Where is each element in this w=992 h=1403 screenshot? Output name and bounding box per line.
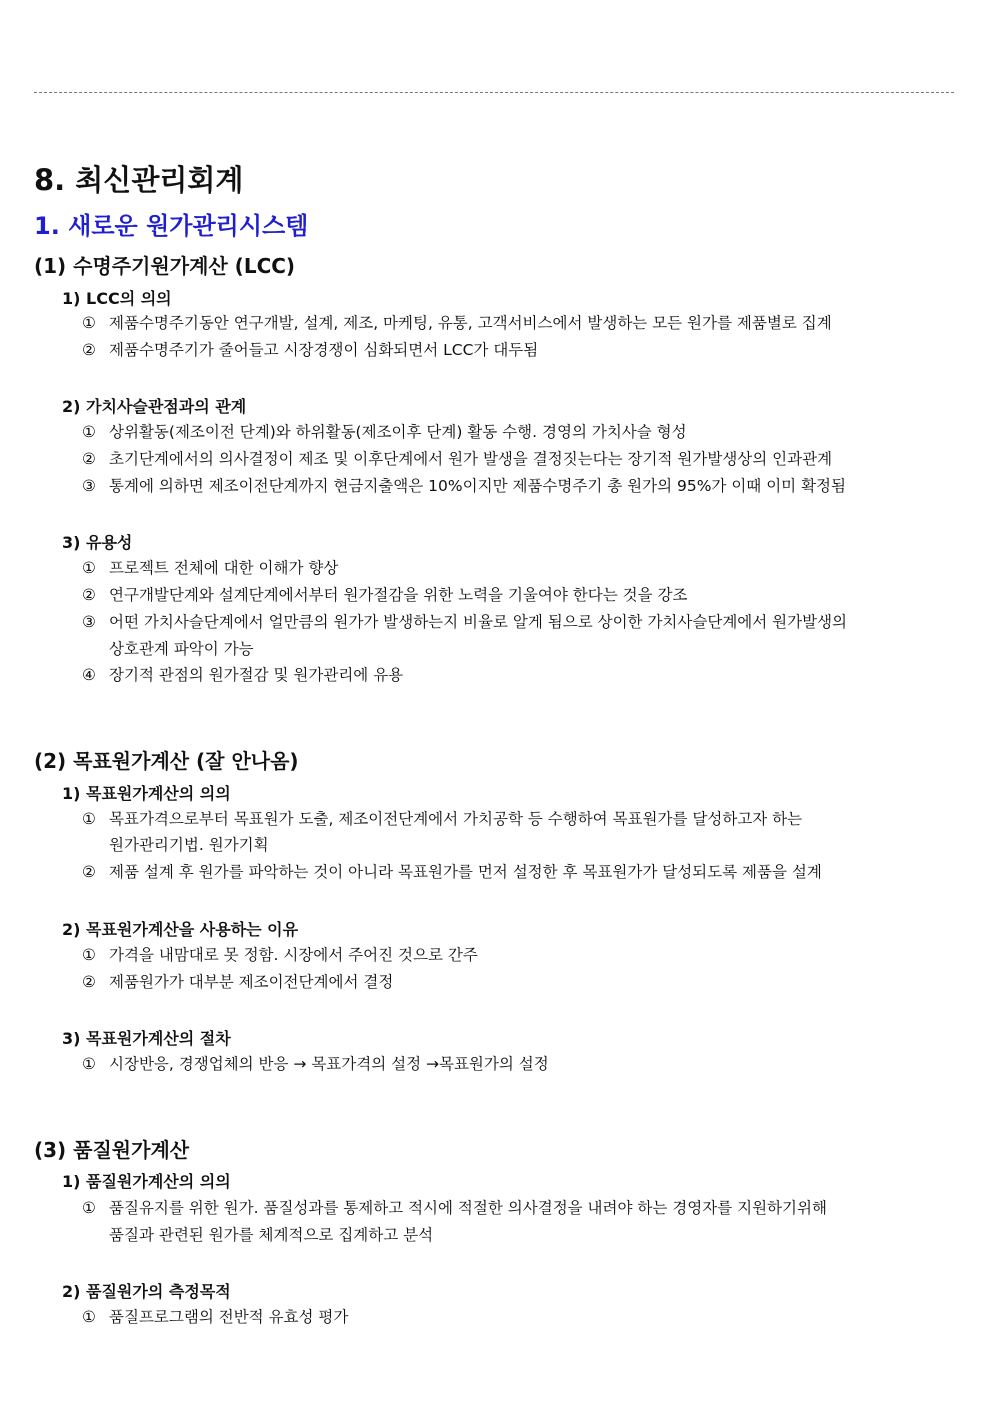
subsection-title: 2) 가치사슬관점과의 관계 (62, 397, 247, 416)
subsection-title: 1) LCC의 의의 (62, 289, 172, 308)
chapter-title: 8. 최신관리회계 (34, 163, 244, 197)
item-text: 상위활동(제조이전 단계)와 하위활동(제조이후 단계) 활동 수행. 경영의 가치사슬 형성 (109, 423, 687, 441)
list-item (82, 609, 847, 636)
item-text: 통계에 의하면 제조이전단계까지 현금지출액은 10%이지만 제품수명주기 총 원가의 95%가 이때 이미 확정됨 (109, 477, 846, 495)
list-item (82, 662, 403, 689)
list-item (82, 1304, 348, 1331)
list-item (82, 582, 687, 609)
subsection-title: 1) 목표원가계산의 의의 (62, 784, 231, 803)
item-number: ① (82, 946, 96, 964)
item-number: ① (82, 1199, 96, 1217)
list-item (82, 555, 338, 582)
item-number: ③ (82, 613, 96, 631)
item-text: 시장반응, 경쟁업체의 반응 → 목표가격의 설정 →목표원가의 설정 (109, 1055, 549, 1073)
item-continuation: 품질과 관련된 원가를 체계적으로 집계하고 분석 (109, 1226, 434, 1244)
item-number: ④ (82, 666, 96, 684)
item-number: ② (82, 973, 96, 991)
item-text: 제품 설계 후 원가를 파악하는 것이 아니라 목표원가를 먼저 설정한 후 목표원가가 달성되도록 제품을 설계 (109, 863, 822, 881)
item-text: 어떤 가치사슬단계에서 얼만큼의 원가가 발생하는지 비율로 알게 됨으로 상이한 가치사슬단계에서 원가발생의 (109, 613, 848, 631)
item-number: ② (82, 863, 96, 881)
item-number: ① (82, 1308, 96, 1326)
item-text: 목표가격으로부터 목표원가 도출, 제조이전단계에서 가치공학 등 수행하여 목표원가를 달성하고자 하는 (109, 810, 803, 828)
item-continuation: 원가관리기법. 원가기획 (109, 836, 269, 854)
subsection-title: 1) 품질원가계산의 의의 (62, 1172, 231, 1191)
list-item (82, 310, 832, 337)
dashed-divider (34, 92, 954, 93)
item-number: ② (82, 450, 96, 468)
list-item (82, 942, 478, 969)
part-title-quality-costing: (3) 품질원가계산 (34, 1138, 190, 1162)
item-number: ② (82, 341, 96, 359)
list-item (82, 1195, 827, 1222)
part-title-lcc: (1) 수명주기원가계산 (LCC) (34, 254, 296, 278)
list-item (82, 446, 832, 473)
item-text: 품질유지를 위한 원가. 품질성과를 통제하고 적시에 적절한 의사결정을 내려야 하는 경영자를 지원하기위해 (109, 1199, 827, 1217)
section-title: 1. 새로운 원가관리시스템 (34, 212, 309, 240)
item-text: 연구개발단계와 설계단계에서부터 원가절감을 위한 노력을 기울여야 한다는 것을 강조 (109, 586, 688, 604)
item-text: 제품수명주기가 줄어들고 시장경쟁이 심화되면서 LCC가 대두됨 (109, 341, 539, 359)
subsection-title: 2) 목표원가계산을 사용하는 이유 (62, 920, 299, 939)
list-item (82, 806, 802, 833)
list-item (82, 859, 822, 886)
item-text: 제품수명주기동안 연구개발, 설계, 제조, 마케팅, 유통, 고객서비스에서 발생하는 모든 원가를 제품별로 집계 (109, 314, 832, 332)
subsection-title: 3) 목표원가계산의 절차 (62, 1029, 231, 1048)
item-number: ② (82, 586, 96, 604)
item-number: ① (82, 559, 96, 577)
item-number: ① (82, 810, 96, 828)
subsection-title: 2) 품질원가의 측정목적 (62, 1282, 231, 1301)
item-number: ① (82, 1055, 96, 1073)
list-item (82, 1051, 549, 1078)
item-text: 품질프로그램의 전반적 유효성 평가 (109, 1308, 349, 1326)
list-item (82, 969, 393, 996)
item-text: 프로젝트 전체에 대한 이해가 향상 (109, 559, 339, 577)
item-continuation: 상호관계 파악이 가능 (109, 640, 254, 658)
list-item (82, 419, 687, 446)
item-number: ① (82, 423, 96, 441)
list-item (82, 473, 846, 500)
part-title-target-costing: (2) 목표원가계산 (잘 안나옴) (34, 749, 299, 773)
item-text: 초기단계에서의 의사결정이 제조 및 이후단계에서 원가 발생을 결정짓는다는 장기적 원가발생상의 인과관계 (109, 450, 833, 468)
item-number: ① (82, 314, 96, 332)
subsection-title: 3) 유용성 (62, 533, 133, 552)
item-text: 장기적 관점의 원가절감 및 원가관리에 유용 (109, 666, 404, 684)
item-number: ③ (82, 477, 96, 495)
item-text: 제품원가가 대부분 제조이전단계에서 결정 (109, 973, 394, 991)
item-text: 가격을 내맘대로 못 정함. 시장에서 주어진 것으로 간주 (109, 946, 478, 964)
list-item (82, 337, 538, 364)
